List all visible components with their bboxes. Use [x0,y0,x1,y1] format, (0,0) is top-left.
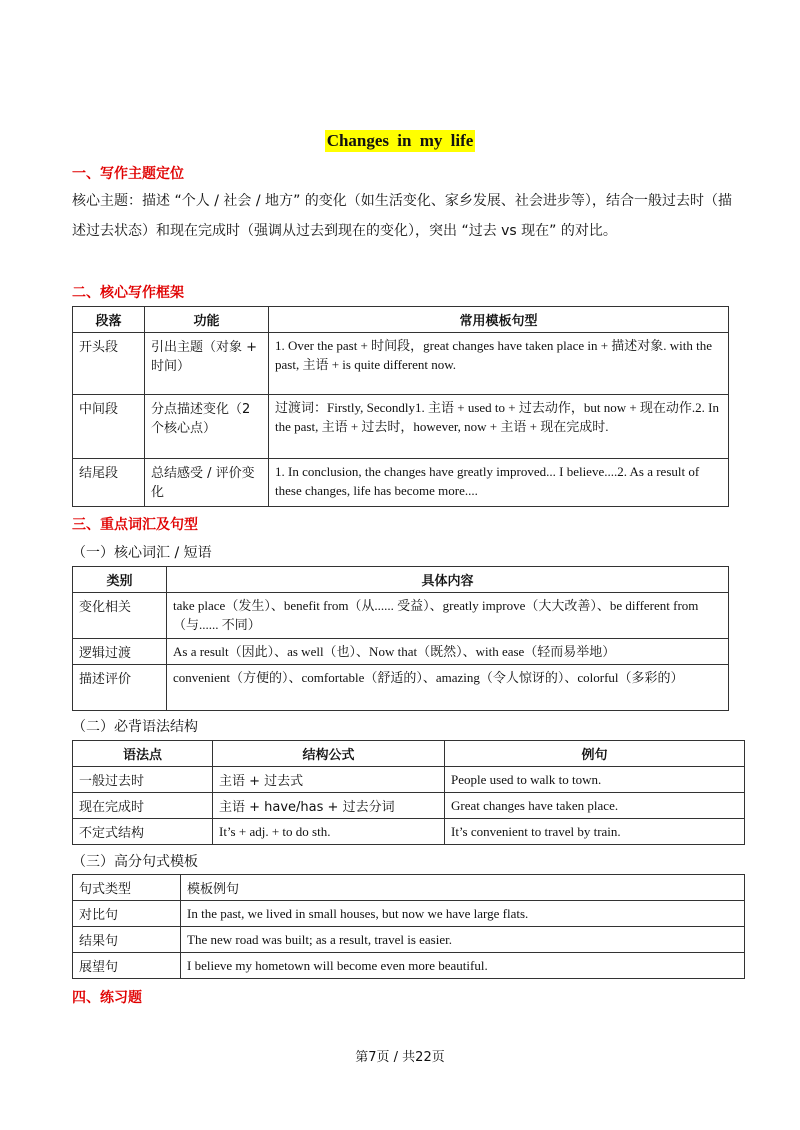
table-cell: 过渡词：Firstly, Secondly1. 主语 + used to + 过去动作，but now + 现在动作.2. In the past, 主语 + 过去时，however, now + 主语 + 现在完成时. [269,395,729,459]
table-header: 模板例句 [181,875,745,901]
framework-table [72,306,729,507]
table-cell: I believe my hometown will become even more beautiful. [181,953,745,979]
table-cell: 1. Over the past + 时间段，great changes have taken place in + 描述对象. with the past, 主语 + is quite different now. [269,333,729,395]
theme-paragraph: 核心主题：描述 “个人 / 社会 / 地方” 的变化（如生活变化、家乡发展、社会进步等），结合一般过去时（描述过去状态）和现在完成时（强调从过去到现在的变化），突出 “过去 vs 现在” 的对比。 [72,193,732,239]
table-row [73,639,729,665]
table-row [73,593,729,639]
table-header: 功能 [145,307,269,333]
table-row [73,459,729,507]
subheading-grammar: （二）必背语法结构 [72,719,198,735]
table-cell: 逻辑过渡 [73,639,167,665]
table-cell: 对比句 [73,901,181,927]
subheading-vocab: （一）核心词汇 / 短语 [72,545,212,561]
section-heading-1: 一、写作主题定位 [72,166,184,182]
table-row [73,333,729,395]
table-cell: It’s convenient to travel by train. [445,819,745,845]
document-title: Changes in my life [326,131,474,150]
table-cell: take place（发生）、benefit from（从...... 受益）、greatly improve（大大改善）、be different from（与...... 不同） [167,593,729,639]
table-header: 语法点 [73,741,213,767]
table-cell: 分点描述变化（2 个核心点） [145,395,269,459]
table-cell: Great changes have taken place. [445,793,745,819]
table-header: 类别 [73,567,167,593]
table-row [73,793,745,819]
table-row [73,953,745,979]
table-row [73,901,745,927]
table-header: 具体内容 [167,567,729,593]
page-footer: 第7页 / 共22页 [355,1050,445,1065]
table-row [73,819,745,845]
table-cell: 结尾段 [73,459,145,507]
table-cell: 总结感受 / 评价变化 [145,459,269,507]
table-cell: 1. In conclusion, the changes have greatly improved... I believe....2. As a result of these changes, life has become more.... [269,459,729,507]
table-cell: 引出主题（对象 + 时间） [145,333,269,395]
table-cell: 变化相关 [73,593,167,639]
grammar-table [72,740,745,845]
table-header: 结构公式 [213,741,445,767]
table-cell: People used to walk to town. [445,767,745,793]
patterns-table [72,874,745,979]
table-row [73,395,729,459]
section-heading-2: 二、核心写作框架 [72,285,184,301]
table-cell: 展望句 [73,953,181,979]
section-heading-3: 三、重点词汇及句型 [72,517,198,533]
table-row [73,665,729,711]
subheading-patterns: （三）高分句式模板 [72,854,198,870]
table-cell: As a result（因此）、as well（也）、Now that（既然）、with ease（轻而易举地） [167,639,729,665]
table-cell: 现在完成时 [73,793,213,819]
table-cell: convenient（方便的）、comfortable（舒适的）、amazing（令人惊讶的）、colorful（多彩的） [167,665,729,711]
table-cell: 主语 + 过去式 [213,767,445,793]
table-header: 句式类型 [73,875,181,901]
table-cell: 描述评价 [73,665,167,711]
table-cell: The new road was built; as a result, travel is easier. [181,927,745,953]
table-cell: 中间段 [73,395,145,459]
table-cell: 主语 + have/has + 过去分词 [213,793,445,819]
table-cell: 一般过去时 [73,767,213,793]
table-header: 常用模板句型 [269,307,729,333]
table-row [73,767,745,793]
vocab-table [72,566,729,711]
table-cell: 结果句 [73,927,181,953]
table-row [73,927,745,953]
table-header: 例句 [445,741,745,767]
section-heading-4: 四、练习题 [72,990,142,1006]
table-cell: It’s + adj. + to do sth. [213,819,445,845]
table-cell: 不定式结构 [73,819,213,845]
table-header: 段落 [73,307,145,333]
title-wrap [0,130,800,152]
table-cell: 开头段 [73,333,145,395]
table-cell: In the past, we lived in small houses, but now we have large flats. [181,901,745,927]
